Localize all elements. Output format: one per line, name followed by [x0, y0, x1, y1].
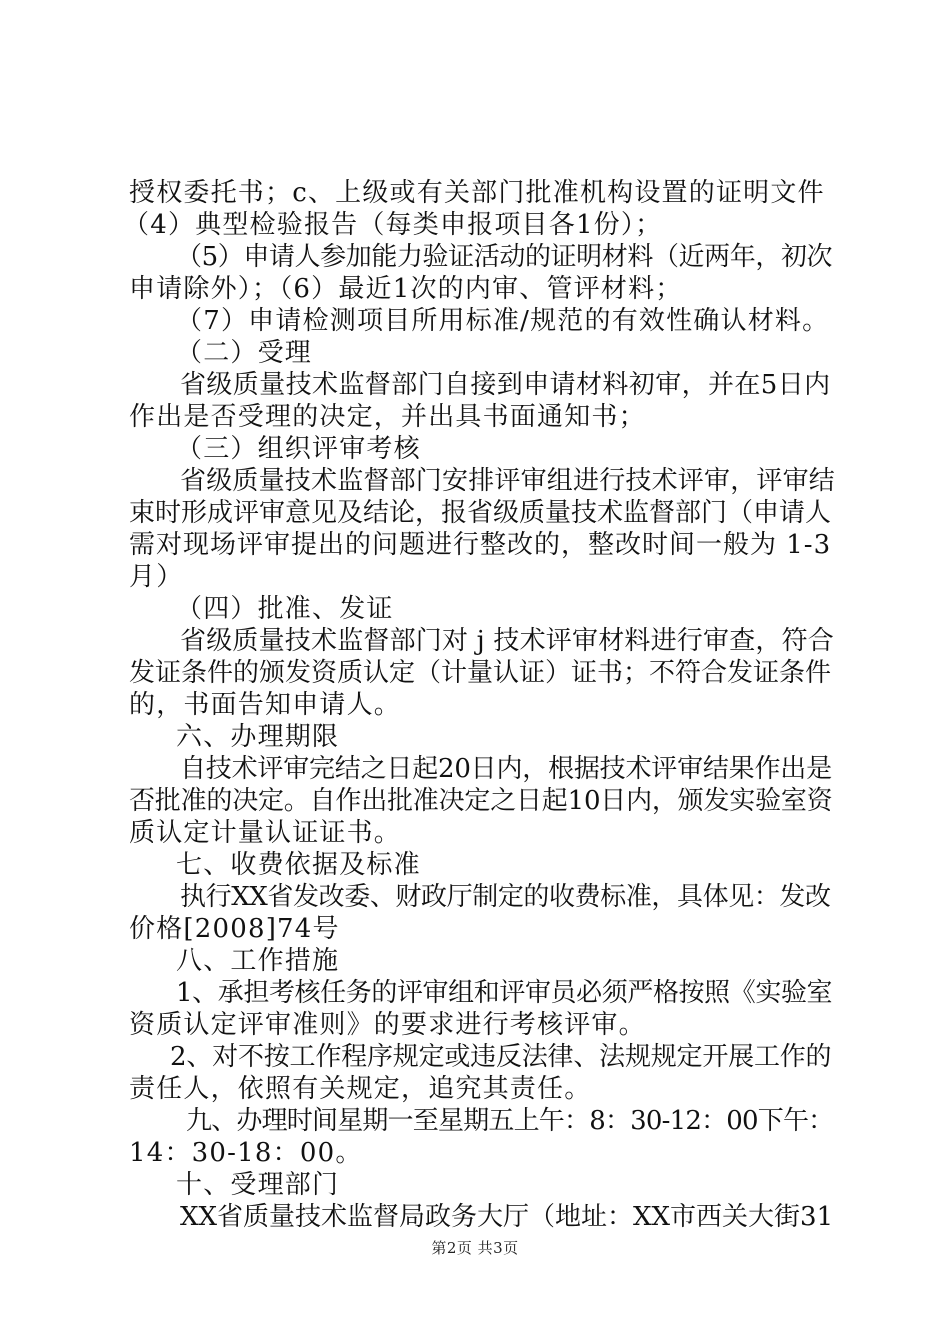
text-line: 省级质量技术监督部门对 j 技术评审材料进行审查，符合: [180, 626, 834, 656]
text-line: 授权委托书；c、上级或有关部门批准机构设置的证明文件: [129, 178, 825, 208]
text-line: 否批准的决定。自作出批准决定之日起10日内，颁发实验室资: [129, 786, 833, 816]
text-line: XX省质量技术监督局政务大厅（地址：XX市西关大街31: [180, 1202, 834, 1232]
section-heading: （三）组织评审考核: [176, 434, 421, 464]
text-line: 的，书面告知申请人。: [129, 690, 402, 720]
text-line: 质认定计量认证证书。: [129, 818, 402, 848]
text-line: （5）申请人参加能力验证活动的证明材料（近两年，初次: [176, 242, 833, 272]
text-line: 束时形成评审意见及结论，报省级质量技术监督部门（申请人: [129, 498, 832, 528]
text-line: 资质认定评审准则》的要求进行考核评审。: [129, 1010, 646, 1040]
text-line: 责任人，依照有关规定，追究其责任。: [129, 1074, 592, 1104]
text-line: 执行XX省发改委、财政厅制定的收费标准，具体见：发改: [180, 882, 831, 912]
page-number-footer: 第2页 共3页: [431, 1239, 519, 1257]
text-line: 2、对不按工作程序规定或违反法律、法规规定开展工作的: [170, 1042, 832, 1072]
text-line: （7）申请检测项目所用标准/规范的有效性确认材料。: [176, 306, 830, 336]
text-line: （4）典型检验报告（每类申报项目各1份）；: [123, 210, 663, 240]
text-line: 省级质量技术监督部门自接到申请材料初审，并在5日内: [180, 370, 831, 400]
text-line: 省级质量技术监督部门安排评审组进行技术评审，评审结: [180, 466, 836, 496]
text-line: 月）: [129, 562, 184, 592]
text-line: 自技术评审完结之日起20日内，根据技术评审结果作出是: [180, 754, 832, 784]
text-line: 作出是否受理的决定，并出具书面通知书；: [129, 402, 646, 432]
section-heading: 八、工作措施: [176, 946, 340, 976]
section-heading: 六、办理期限: [176, 722, 340, 752]
section-heading: 九、办理时间星期一至星期五上午：8：30-12：00下午：: [186, 1106, 834, 1136]
text-line: 1、承担考核任务的评审组和评审员必须严格按照《实验室: [176, 978, 833, 1008]
section-heading: 十、受理部门: [176, 1170, 340, 1200]
text-line: 价格[2008]74号: [129, 914, 340, 944]
section-heading: （四）批准、发证: [176, 594, 394, 624]
text-line: 申请除外）；（6）最近1次的内审、管评材料；: [129, 274, 683, 304]
section-heading: （二）受理: [176, 338, 313, 368]
text-line: 14：30-18：00。: [129, 1138, 363, 1168]
text-line: 需对现场评审提出的问题进行整改的，整改时间一般为 1-3: [129, 530, 832, 560]
section-heading: 七、收费依据及标准: [176, 850, 421, 880]
text-line: 发证条件的颁发资质认定（计量认证）证书；不符合发证条件: [129, 658, 832, 688]
